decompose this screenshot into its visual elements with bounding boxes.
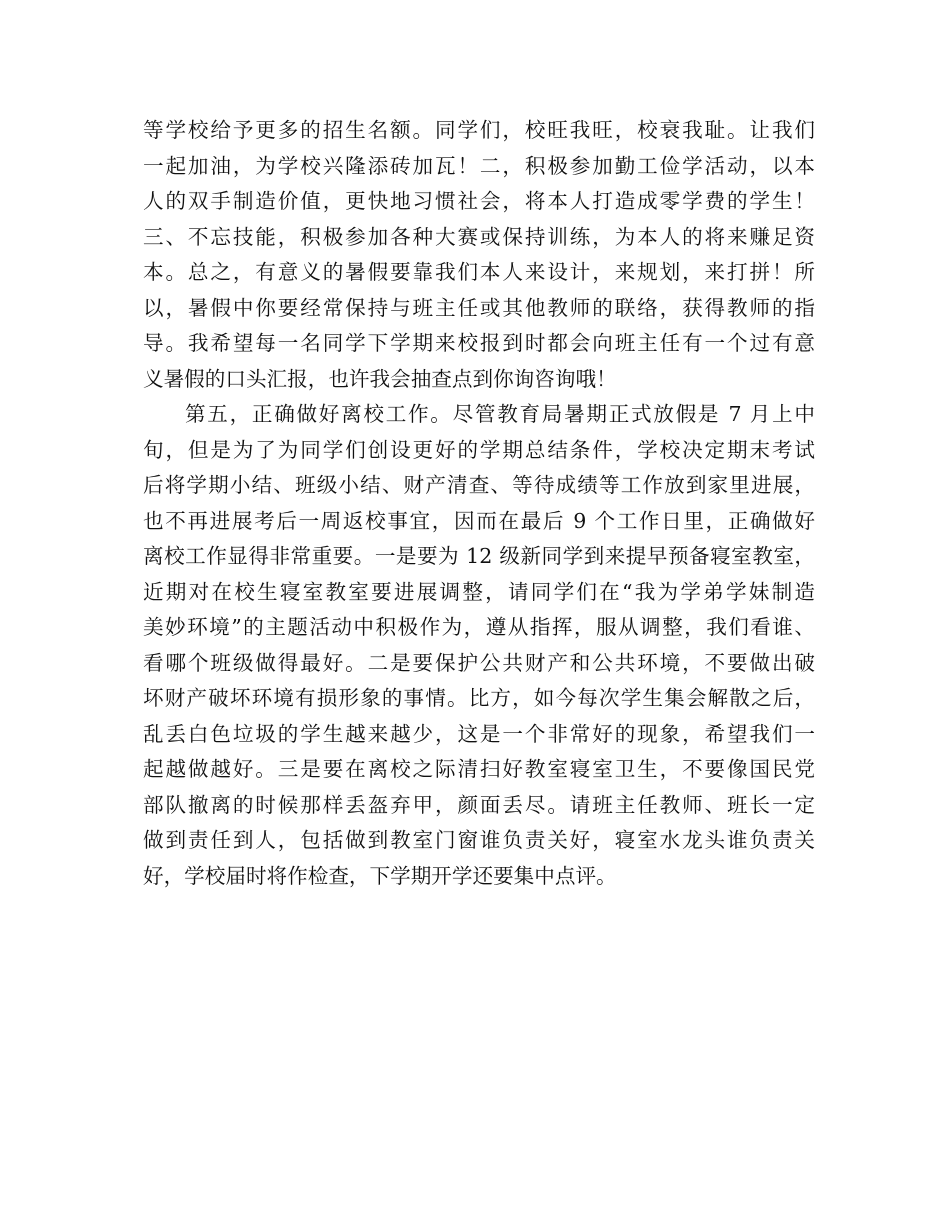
text-line: 部队撤离的时候那样丢盔弃甲，颜面丢尽。请班主任教师、班长一定	[143, 792, 815, 817]
text-line: 近期对在校生寝室教室要进展调整，请同学们在“我为学弟学妹制造	[143, 579, 815, 604]
text-line: 坏财产破坏环境有损形象的事情。比方，如今每次学生集会解散之后，	[143, 686, 815, 710]
text-line: 一起加油，为学校兴隆添砖加瓦！二，积极参加勤工俭学活动，以本	[143, 153, 815, 178]
text-line: 人的双手制造价值，更快地习惯社会，将本人打造成零学费的学生！	[143, 189, 815, 213]
text-line: 以，暑假中你要经常保持与班主任或其他教师的联络，获得教师的指	[143, 295, 815, 320]
text-line: 三、不忘技能，积极参加各种大赛或保持训练，为本人的将来赚足资	[143, 224, 815, 249]
text-line: 美妙环境”的主题活动中积极作为，遵从指挥，服从调整，我们看谁、	[143, 615, 815, 639]
text-line: 等学校给予更多的招生名额。同学们，校旺我旺，校衰我耻。让我们	[143, 118, 815, 142]
text-line: 导。我希望每一名同学下学期来校报到时都会向班主任有一个过有意	[143, 331, 815, 355]
document-body	[143, 113, 815, 894]
paragraph-first-line: 第五，正确做好离校工作。尽管教育局暑期正式放假是 7 月上中	[185, 402, 815, 426]
text-line: 乱丢白色垃圾的学生越来越少，这是一个非常好的现象，希望我们一	[143, 721, 815, 746]
text-line: 起越做越好。三是要在离校之际清扫好教室寝室卫生，不要像国民党	[143, 757, 815, 781]
text-line: 好，学校届时将作检查，下学期开学还要集中点评。	[143, 863, 617, 888]
text-line: 离校工作显得非常重要。一是要为 12 级新同学到来提早预备寝室教室，	[143, 544, 815, 568]
text-line: 也不再进展考后一周返校事宜，因而在最后 9 个工作日里，正确做好	[143, 508, 815, 533]
text-line: 旬，但是为了为同学们创设更好的学期总结条件，学校决定期末考试	[143, 437, 815, 462]
text-line: 看哪个班级做得最好。二是要保护公共财产和公共环境，不要做出破	[143, 650, 815, 675]
text-line: 做到责任到人，包括做到教室门窗谁负责关好，寝室水龙头谁负责关	[143, 828, 815, 852]
text-line: 后将学期小结、班级小结、财产清查、等待成绩等工作放到家里进展，	[143, 473, 815, 497]
text-line: 本。总之，有意义的暑假要靠我们本人来设计，来规划，来打拼！所	[143, 260, 815, 284]
text-line: 义暑假的口头汇报，也许我会抽查点到你询咨询哦！	[143, 366, 617, 391]
